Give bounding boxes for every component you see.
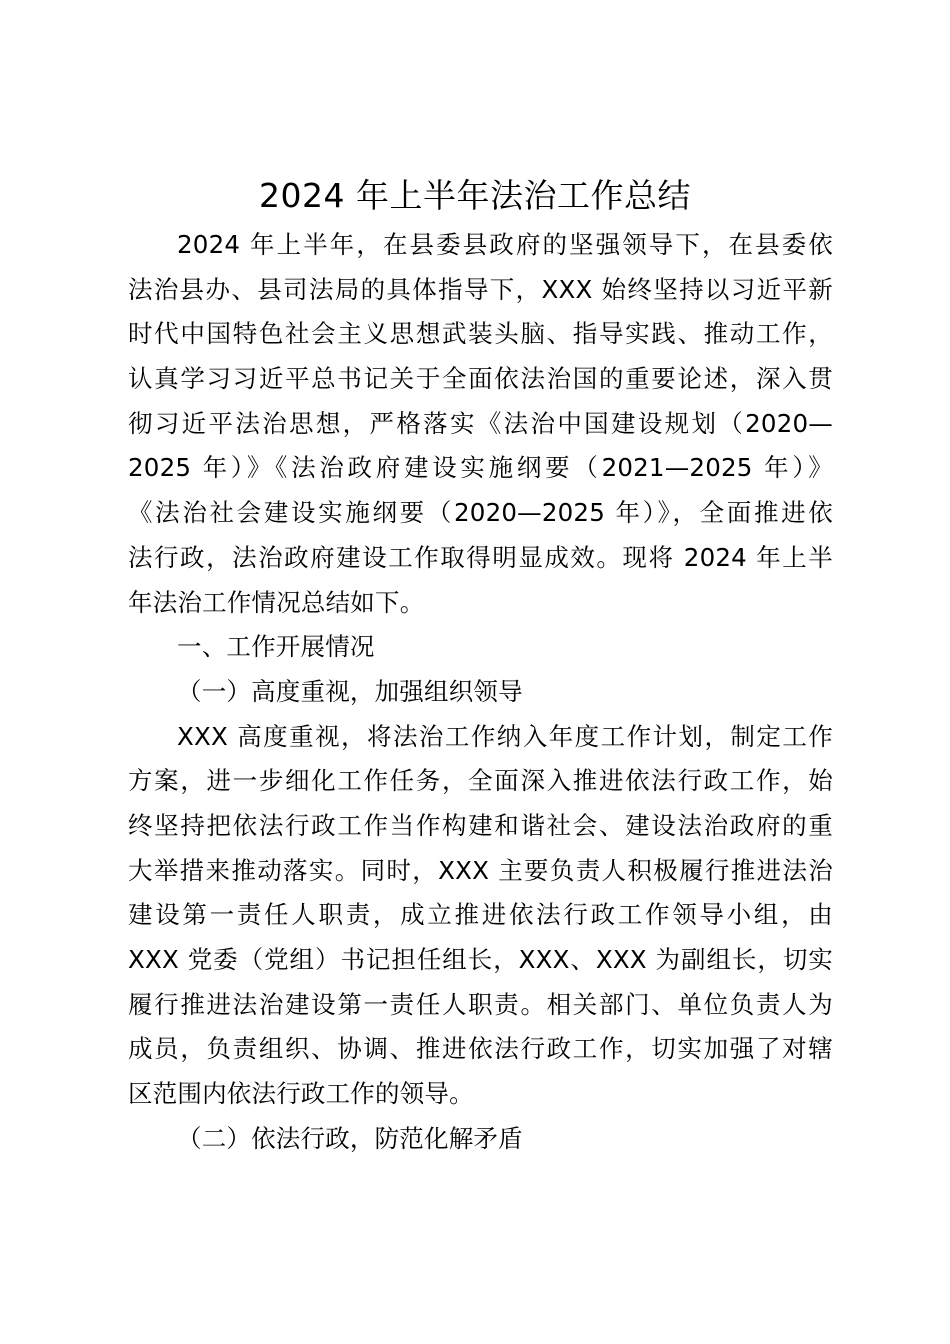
document-title: 2024 年上半年法治工作总结: [259, 176, 691, 215]
text-line: 大举措来推动落实。同时，XXX 主要负责人积极履行推进法治: [128, 855, 833, 885]
text-line: 彻习近平法治思想，严格落实《法治中国建设规划（2020—: [128, 408, 833, 438]
text-line: 《法治社会建设实施纲要（2020—2025 年）》，全面推进依: [128, 498, 833, 528]
text-line: 法治县办、县司法局的具体指导下，XXX 始终坚持以习近平新: [128, 274, 833, 304]
text-line: 建设第一责任人职责，成立推进依法行政工作领导小组，由: [128, 900, 833, 930]
text-line: XXX 党委（党组）书记担任组长，XXX、XXX 为副组长，切实: [128, 945, 833, 974]
text-line: 一、工作开展情况: [177, 632, 375, 662]
text-line: 履行推进法治建设第一责任人职责。相关部门、单位负责人为: [128, 989, 833, 1019]
text-line: （二）依法行政，防范化解矛盾: [177, 1123, 523, 1153]
text-line: 2024 年上半年，在县委县政府的坚强领导下，在县委依: [177, 230, 833, 259]
text-line: 2025 年）》《法治政府建设实施纲要（2021—2025 年）》: [128, 453, 833, 483]
text-line: 方案，进一步细化工作任务，全面深入推进依法行政工作，始: [128, 766, 833, 796]
text-line: 时代中国特色社会主义思想武装头脑、指导实践、推动工作，: [128, 319, 833, 349]
text-line: XXX 高度重视，将法治工作纳入年度工作计划，制定工作: [177, 721, 833, 751]
text-line: 年法治工作情况总结如下。: [128, 587, 425, 617]
text-line: 区范围内依法行政工作的领导。: [128, 1079, 474, 1109]
text-line: 成员，负责组织、协调、推进依法行政工作，切实加强了对辖: [128, 1034, 833, 1064]
text-line: 认真学习习近平总书记关于全面依法治国的重要论述，深入贯: [128, 364, 833, 394]
document-body: [128, 223, 833, 1161]
text-line: （一）高度重视，加强组织领导: [177, 676, 523, 706]
text-line: 终坚持把依法行政工作当作构建和谐社会、建设法治政府的重: [128, 810, 833, 840]
text-line: 法行政，法治政府建设工作取得明显成效。现将 2024 年上半: [128, 542, 833, 572]
